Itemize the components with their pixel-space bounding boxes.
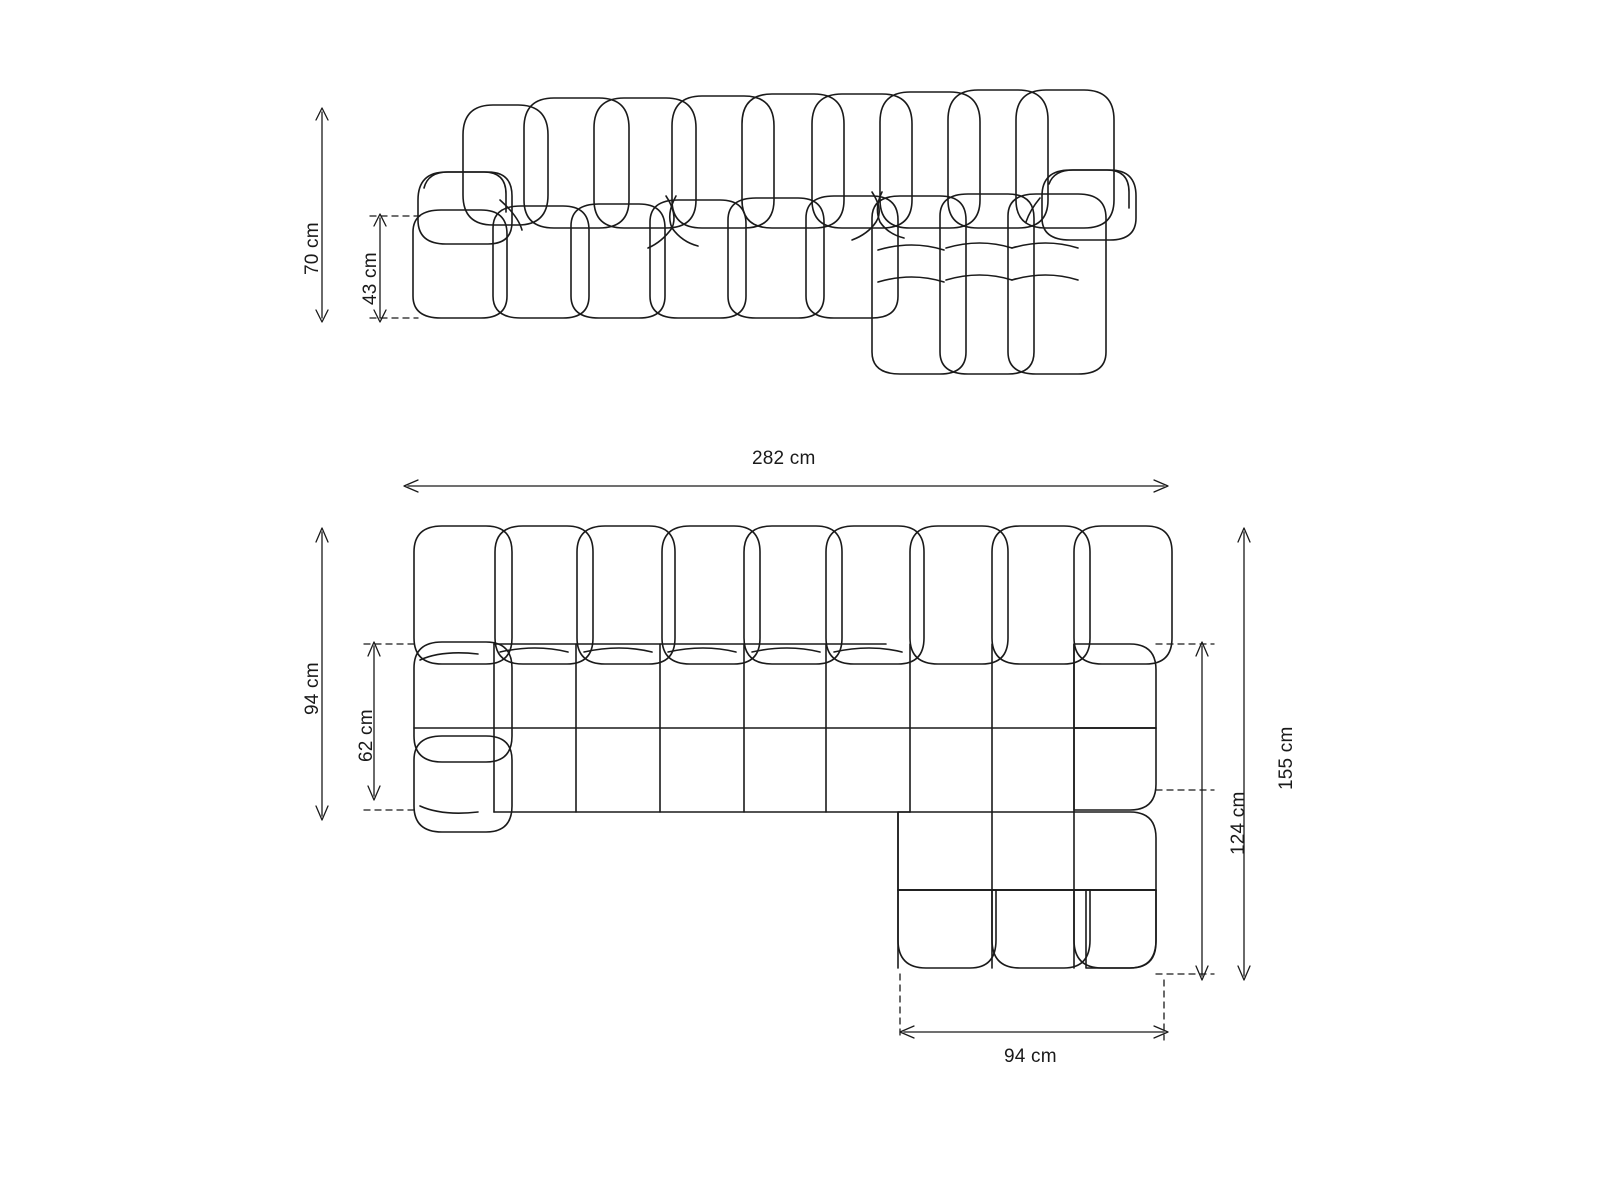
plan-dimension-lines [316, 480, 1250, 1040]
dimension-label-total-width: 282 cm [752, 448, 816, 469]
front-elevation-view [413, 90, 1136, 374]
dimension-label-seat-height: 43 cm [360, 252, 381, 305]
top-plan-view [414, 526, 1172, 968]
dimension-label-left-depth: 94 cm [302, 662, 323, 715]
dimension-label-left-seat-depth: 62 cm [356, 709, 377, 762]
dimension-label-chaise-depth: 124 cm [1228, 791, 1249, 855]
dimension-label-chaise-width: 94 cm [1004, 1046, 1057, 1067]
dimension-label-front-height: 70 cm [302, 222, 323, 275]
dimension-label-total-depth: 155 cm [1276, 726, 1297, 790]
